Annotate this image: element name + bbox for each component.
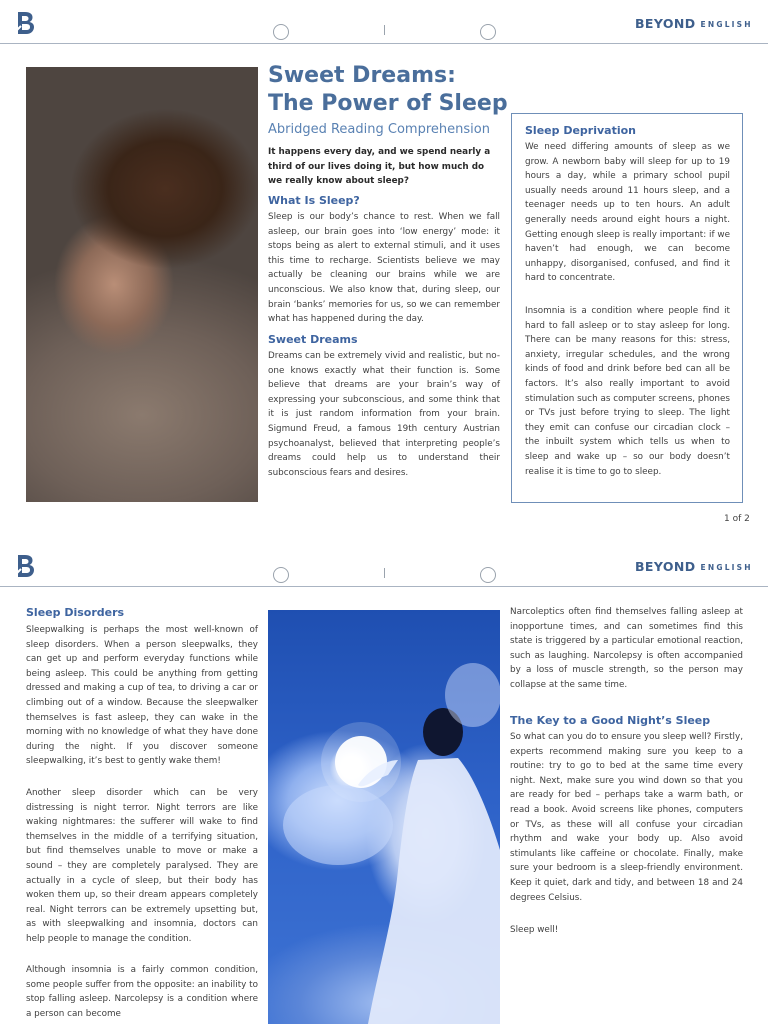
deprivation-para-2: Insomnia is a condition where people find it hard to fall asleep or to stay asleep for long. There can be many reasons for this: stress, anxiety, irregular schedules, and the wrong kinds of food and drink before bed can all be factors. It’s also really important to avoid stimulation such as computer screens, phones or TVs just before trying to sleep. The light they emit can confuse our circadian clock – the inbuilt system which tells us when to sleep and wake up – so our body doesn’t realise it is time to go to sleep.: [525, 306, 730, 477]
punch-hole-right: [480, 567, 496, 583]
subtitle: Abridged Reading Comprehension: [268, 122, 490, 137]
sleeping-person-photo: [26, 67, 258, 502]
heading-what-is-sleep: What Is Sleep?: [268, 194, 360, 207]
closing-line: Sleep well!: [510, 925, 559, 935]
header-rule: [0, 43, 768, 44]
good-nights-sleep-body: So what can you do to ensure you sleep well? Firstly, experts recommend making sure you keep to a routine: try to go to bed at the same time every night. Next, make sure you wind down so that you are ready for bed – perhaps take a warm bath, or read a book. Avoid screens like phones, computers or TVs, as these will all confuse your circadian rhythm and wake your body up. Also avoid stimulants like caffeine or chocolate. Finally, make sure your bedroom is a sleep-friendly environment. Keep it quiet, dark and tidy, and between 18 and 24 degrees Celsius.: [510, 732, 744, 903]
punch-hole-left: [273, 567, 289, 583]
disorders-para-3: Although insomnia is a fairly common condition, some people suffer from the opposite: an inability to stop falling asleep. Narcolepsy is a condition where a person can become: [26, 965, 258, 1019]
header-rule: [0, 586, 768, 587]
brand-name: BEYOND: [635, 16, 696, 31]
page1-header: [0, 0, 768, 48]
brand-suffix: ENGLISH: [700, 20, 753, 29]
brand-name: BEYOND: [635, 559, 696, 574]
title-line-2: The Power of Sleep: [268, 91, 508, 116]
disorders-para-1: Sleepwalking is perhaps the most well-known of sleep disorders. When a person sleepwalks, they can get up and perform everyday functions while being asleep. This could be anything from getting dressed and making a cup of tea, to driving a car or climbing out of a window. Because the sleepwalker themselves is fast asleep, they can wake in the morning with no knowledge of what they have done during the night. If you discover someone sleepwalking, it’s best to gently wake them!: [26, 625, 258, 767]
brand-wordmark: [635, 16, 753, 31]
narcolepsy-continued: Narcoleptics often find themselves falling asleep at inopportune times, and can sometimes find this state is triggered by a particular emotional reaction, such as laughing. Narcolepsy is often accompanied by a loss of muscle strength, so the person may collapse at the same time.: [510, 607, 743, 690]
brand-suffix: ENGLISH: [700, 563, 753, 572]
center-tick: [384, 25, 385, 35]
brand-wordmark: [635, 559, 753, 574]
sleep-deprivation-box: [511, 113, 743, 503]
punch-hole-left: [273, 24, 289, 40]
page-number: 1 of 2: [724, 514, 750, 524]
title-line-1: Sweet Dreams:: [268, 63, 456, 88]
brand-logo-icon: [14, 10, 36, 36]
page2-header: [0, 543, 768, 591]
sweet-dreams-body: Dreams can be extremely vivid and realistic, but no-one knows exactly what their function is. Some believe that dreams are your brain’s way of expressing your subconscious, and some think that it is just random information from your brain. Sigmund Freud, a famous 19th century Austrian psychoanalyst, believed that interpreting people’s dreams could help us to understand their subconscious fears and desires.: [268, 351, 500, 478]
page-title: [268, 62, 508, 118]
intro-text: It happens every day, and we spend nearly a third of our lives doing it, but how much do we really know about sleep?: [268, 147, 491, 187]
heading-sweet-dreams: Sweet Dreams: [268, 333, 358, 346]
heading-sleep-deprivation: Sleep Deprivation: [525, 124, 636, 137]
photo-figure-illustration: [268, 610, 500, 1024]
brand-logo-icon: [14, 553, 36, 579]
disorders-para-2: Another sleep disorder which can be very distressing is night terror. Night terrors are like waking nightmares: the sufferer will wake to find themselves in the middle of a terrifying situation, but find themselves unable to move or make a sound – they are completely paralysed. They are actually in a cycle of sleep, but their body has woken them up, so their dream appears completely real. Night terrors can be extremely upsetting but, as with sleepwalking and insomnia, doctors can help people to manage the condition.: [26, 788, 258, 944]
heading-sleep-disorders: Sleep Disorders: [26, 606, 125, 619]
center-tick: [384, 568, 385, 578]
woman-with-moon-lamp-photo: [268, 610, 500, 1024]
what-is-sleep-body: Sleep is our body’s chance to rest. When we fall asleep, our brain goes into ‘low energy’ mode: it stops being as alert to external stimuli, and it uses this time to recharge. Scientists believe we may actually be cleaning our brains while we are unconscious. We also know that, during sleep, our brain ‘banks’ memories for us, so we can remember what has happened during the day.: [268, 212, 500, 325]
deprivation-para-1: We need differing amounts of sleep as we grow. A newborn baby will sleep for up to 19 hours a day, while a primary school pupil usually needs around 11 hours sleep, and a teenager needs up to ten hours. An adult generally needs around eight hours a night. Getting enough sleep is really important: if we haven’t had enough, we can become unhappy, disorganised, confused, and find it hard to concentrate.: [525, 142, 730, 284]
heading-good-nights-sleep: The Key to a Good Night’s Sleep: [510, 714, 711, 727]
punch-hole-right: [480, 24, 496, 40]
